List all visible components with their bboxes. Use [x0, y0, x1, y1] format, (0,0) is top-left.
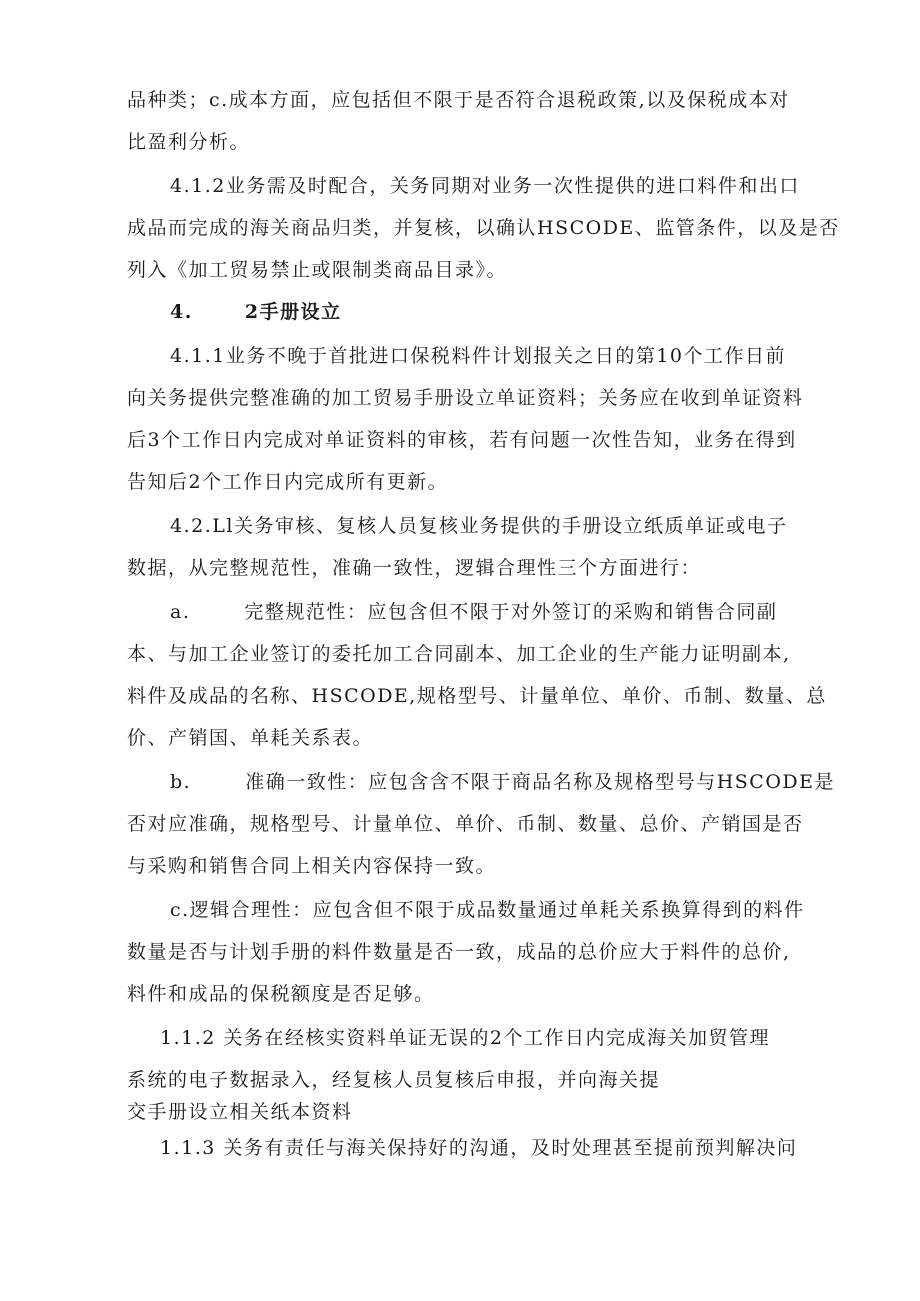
text-line: 成品而完成的海关商品归类，并复核，以确认HSCODE、监管条件，以及是否 — [127, 217, 840, 239]
list-item-b — [170, 768, 835, 796]
text-line: 比盈利分析。 — [127, 131, 251, 153]
text-line: 数据，从完整规范性，准确一致性，逻辑合理性三个方面进行： — [127, 557, 702, 579]
text-line: 4.1.2业务需及时配合，关务同期对业务一次性提供的进口料件和出口 — [170, 175, 800, 197]
section-heading — [170, 298, 342, 326]
text-line: 交手册设立相关纸本资料 — [127, 1101, 353, 1123]
text-line: 本、与加工企业签订的委托加工合同副本、加工企业的生产能力证明副本, — [127, 643, 791, 665]
text-line: 列入《加工贸易禁止或限制类商品目录》。 — [127, 259, 508, 281]
text-line: 4.1.1业务不晚于首批进口保税料件计划报关之日的第10个工作日前 — [170, 345, 787, 367]
text-line: 否对应准确，规格型号、计量单位、单价、币制、数量、总价、产销国是否 — [127, 813, 804, 835]
text-line: 数量是否与计划手册的料件数量是否一致，成品的总价应大于料件的总价, — [127, 941, 791, 963]
text-line: 1.1.3 关务有责任与海关保持好的沟通，及时处理甚至提前预判解决问 — [160, 1137, 798, 1159]
text-line: 品种类；c.成本方面，应包括但不限于是否符合退税政策,以及保税成本对 — [127, 89, 790, 111]
list-marker: a. — [170, 601, 191, 623]
list-marker: b. — [170, 771, 192, 793]
text-line: 向关务提供完整准确的加工贸易手册设立单证资料；关务应在收到单证资料 — [127, 387, 804, 409]
text-line: 系统的电子数据录入，经复核人员复核后申报，并向海关提 — [127, 1069, 661, 1091]
text-line: 与采购和销售合同上相关内容保持一致。 — [127, 855, 497, 877]
text-line: 后3个工作日内完成对单证资料的审核，若有问题一次性告知，业务在得到 — [127, 429, 797, 451]
section-title: 2手册设立 — [244, 301, 342, 323]
text-line: 价、产销国、单耗关系表。 — [127, 727, 374, 749]
text-line: 料件和成品的保税额度是否足够。 — [127, 983, 435, 1005]
list-text: 准确一致性：应包含含不限于商品名称及规格型号与HSCODE是 — [245, 771, 836, 793]
text-line: 料件及成品的名称、HSCODE,规格型号、计量单位、单价、币制、数量、总 — [127, 685, 827, 707]
text-line: 1.1.2 关务在经核实资料单证无误的2个工作日内完成海关加贸管理 — [160, 1027, 770, 1049]
text-line: 告知后2个工作日内完成所有更新。 — [127, 471, 449, 493]
list-item-a — [170, 598, 777, 626]
list-text: 完整规范性：应包含但不限于对外签订的采购和销售合同副 — [244, 601, 778, 623]
text-line: c.逻辑合理性：应包含但不限于成品数量通过单耗关系换算得到的料件 — [170, 899, 805, 921]
text-line: 4.2.Ll关务审核、复核人员复核业务提供的手册设立纸质单证或电子 — [170, 515, 788, 537]
section-number: 4. — [170, 301, 193, 323]
